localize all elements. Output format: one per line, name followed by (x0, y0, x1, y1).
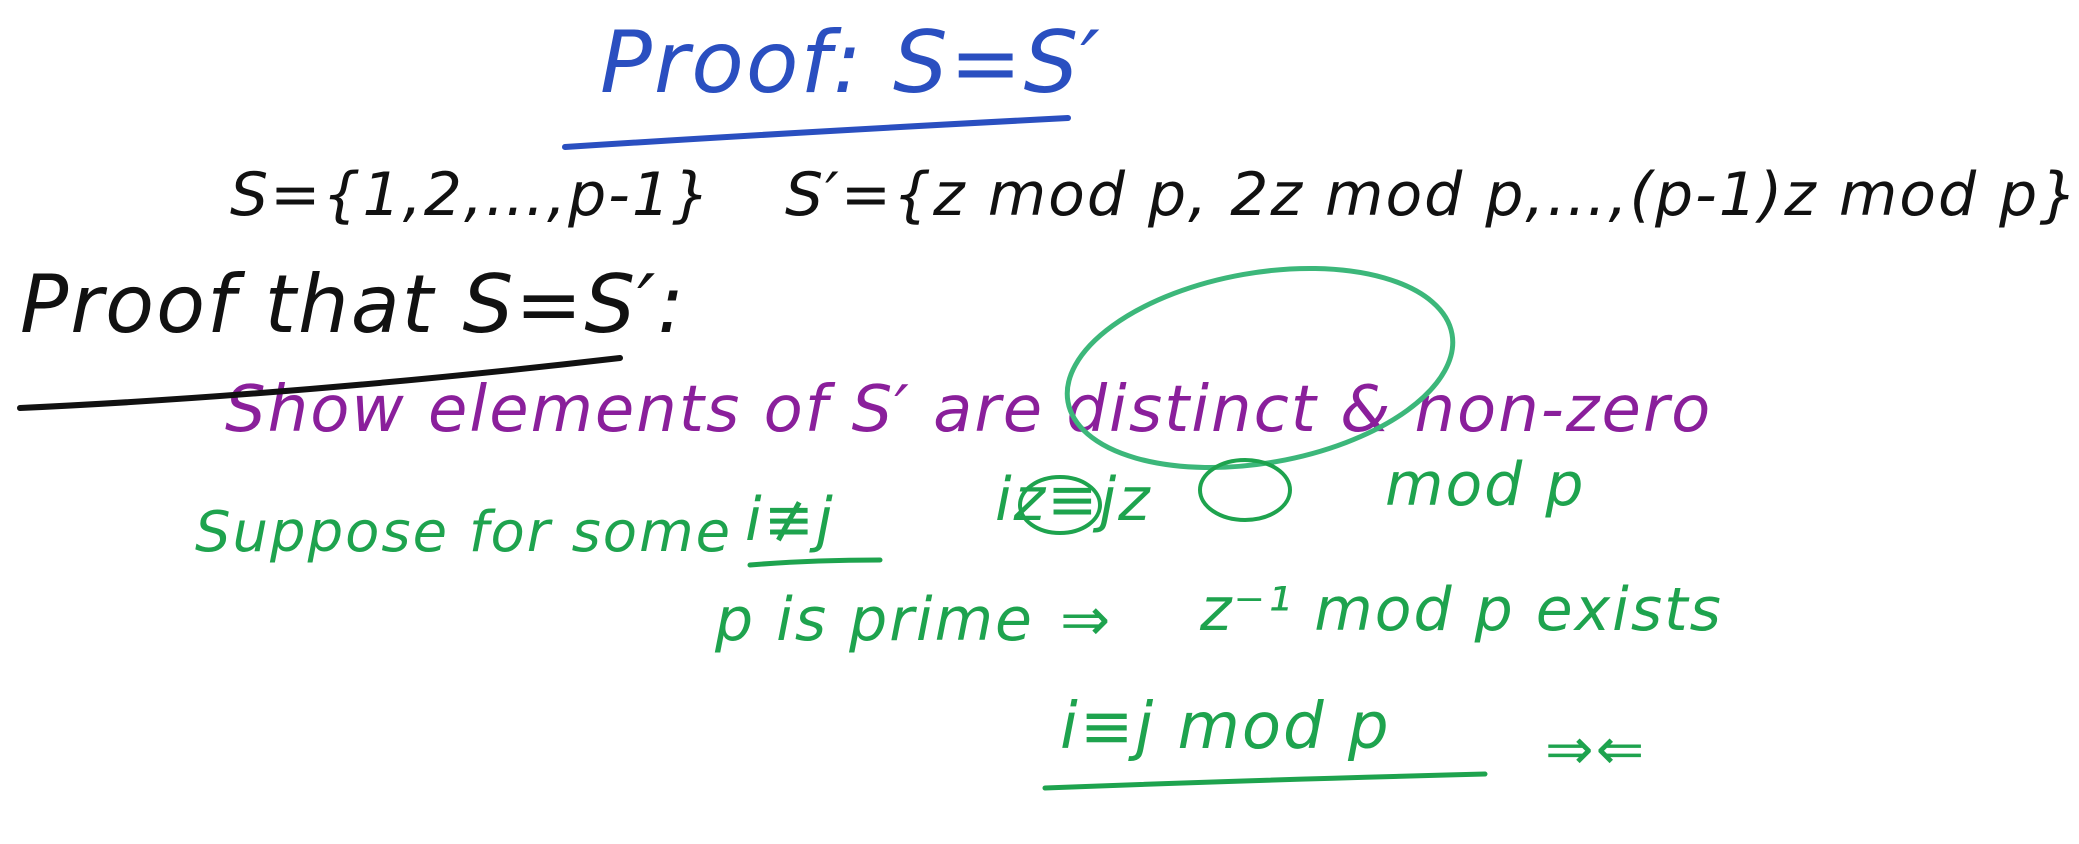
contradiction-icon: ⇒⇐ (1545, 715, 1647, 783)
mod-p-label: mod p (1385, 450, 1586, 520)
iz-congruent-jz: iz≡jz (995, 465, 1152, 535)
set-s-definition: S={1,2,…,p-1} (230, 160, 713, 230)
proof-goal: Show elements of S′ are distinct & non-zero (225, 373, 1713, 447)
p-is-prime-premise: p is prime (715, 585, 1034, 655)
conclusion-underline (1045, 774, 1485, 788)
suppose-statement: Suppose for some (195, 500, 733, 565)
proof-title: Proof: S=S′ (600, 13, 1102, 113)
implies-arrow-icon: ⇒ (1060, 585, 1113, 655)
proof-subtitle: Proof that S=S′: (20, 258, 687, 351)
z-circle-right (1200, 460, 1290, 520)
i-neq-j-underline (750, 560, 880, 565)
title-underline (565, 118, 1068, 147)
i-not-congruent-j: i≢j (745, 485, 835, 555)
inverse-exists-statement: z⁻¹ mod p exists (1200, 575, 1723, 645)
set-s-prime-definition: S′={z mod p, 2z mod p,…,(p-1)z mod p} (785, 160, 2079, 230)
i-congruent-j-conclusion: i≡j mod p (1060, 690, 1391, 764)
